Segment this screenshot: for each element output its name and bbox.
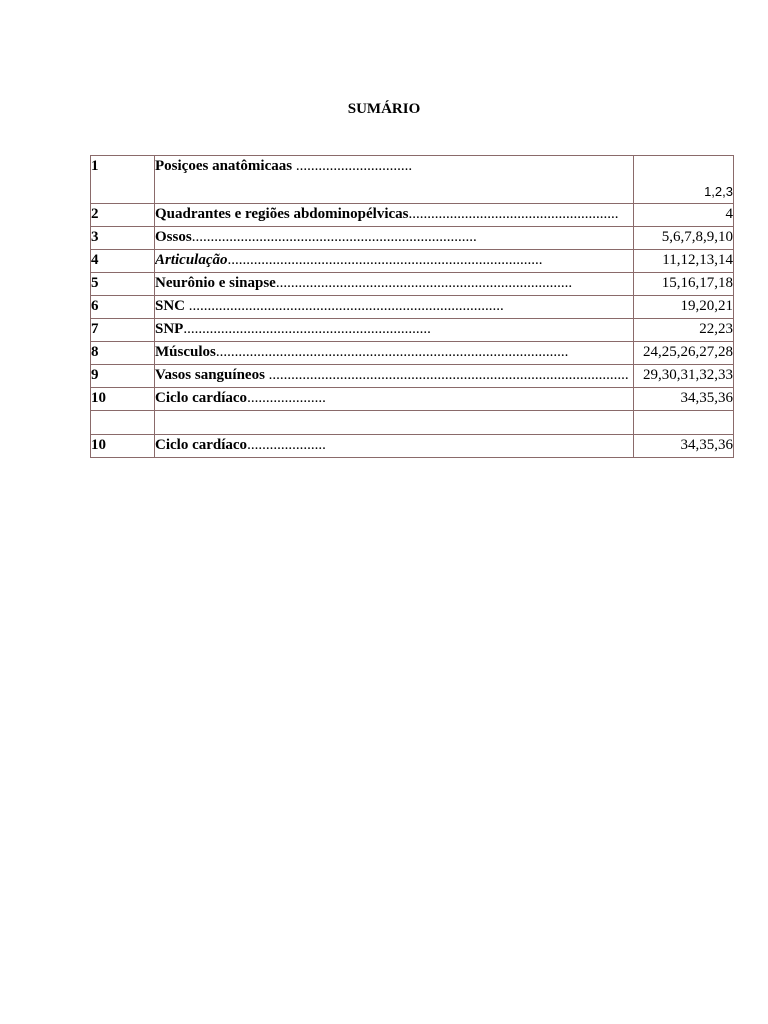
row-number [91, 411, 155, 435]
row-title: Quadrantes e regiões abdominopélvicas [155, 206, 409, 222]
row-pages: 19,20,21 [634, 296, 734, 319]
table-row [91, 296, 734, 319]
table-row [91, 204, 734, 227]
row-dots: .................................................................................... [185, 298, 504, 314]
table-row [91, 435, 734, 458]
table-row [91, 250, 734, 273]
row-dots: ..................... [247, 437, 326, 453]
table-row [91, 319, 734, 342]
row-description [155, 411, 634, 435]
row-number: 10 [91, 388, 155, 411]
row-title: Ossos [155, 229, 192, 245]
row-title: Posiçoes anatômicaas [155, 158, 293, 174]
row-dots: ............................................................................ [191, 229, 477, 245]
table-row [91, 273, 734, 296]
row-pages: 15,16,17,18 [634, 273, 734, 296]
row-dots: .................................................................. [183, 321, 431, 337]
row-dots: ........................................................ [408, 206, 619, 222]
table-row [91, 342, 734, 365]
row-pages: 29,30,31,32,33 [634, 365, 734, 388]
row-pages: 11,12,13,14 [634, 250, 734, 273]
row-number: 8 [91, 342, 155, 365]
row-pages: 22,23 [634, 319, 734, 342]
row-description [155, 296, 634, 319]
row-dots: ..................... [247, 390, 326, 406]
row-description [155, 227, 634, 250]
row-description [155, 250, 634, 273]
row-title: SNC [155, 298, 186, 314]
row-number: 5 [91, 273, 155, 296]
row-title: Vasos sanguíneos [155, 367, 265, 383]
row-pages: 1,2,3 [634, 156, 734, 204]
row-pages: 4 [634, 204, 734, 227]
row-dots: .............................................................................................. [215, 344, 569, 360]
row-description [155, 388, 634, 411]
row-title: Articulação [155, 252, 228, 268]
table-row [91, 156, 734, 204]
row-title: Músculos [155, 344, 216, 360]
row-title: Ciclo cardíaco [155, 437, 248, 453]
row-description [155, 342, 634, 365]
row-number: 2 [91, 204, 155, 227]
row-title: Ciclo cardíaco [155, 390, 248, 406]
table-row [91, 388, 734, 411]
row-dots: ............................................................................... [275, 275, 573, 291]
row-description [155, 365, 634, 388]
row-number: 4 [91, 250, 155, 273]
row-description [155, 435, 634, 458]
row-number: 10 [91, 435, 155, 458]
row-description [155, 319, 634, 342]
row-dots: ............................... [292, 158, 413, 174]
page-title: SUMÁRIO [347, 101, 421, 117]
row-title: SNP [155, 321, 184, 337]
row-number: 6 [91, 296, 155, 319]
row-description [155, 156, 634, 204]
row-pages: 34,35,36 [634, 388, 734, 411]
row-pages [634, 411, 734, 435]
row-number: 1 [91, 156, 155, 204]
row-pages: 34,35,36 [634, 435, 734, 458]
row-number: 9 [91, 365, 155, 388]
row-dots: ................................................................................................ [264, 367, 629, 383]
row-title: Neurônio e sinapse [155, 275, 276, 291]
table-of-contents [90, 155, 734, 458]
table-row [91, 365, 734, 388]
table-row [91, 227, 734, 250]
table-row-empty [91, 411, 734, 435]
row-dots: .................................................................................... [227, 252, 543, 268]
row-pages: 5,6,7,8,9,10 [634, 227, 734, 250]
row-pages: 24,25,26,27,28 [634, 342, 734, 365]
row-number: 3 [91, 227, 155, 250]
row-description [155, 273, 634, 296]
row-number: 7 [91, 319, 155, 342]
row-description [155, 204, 634, 227]
